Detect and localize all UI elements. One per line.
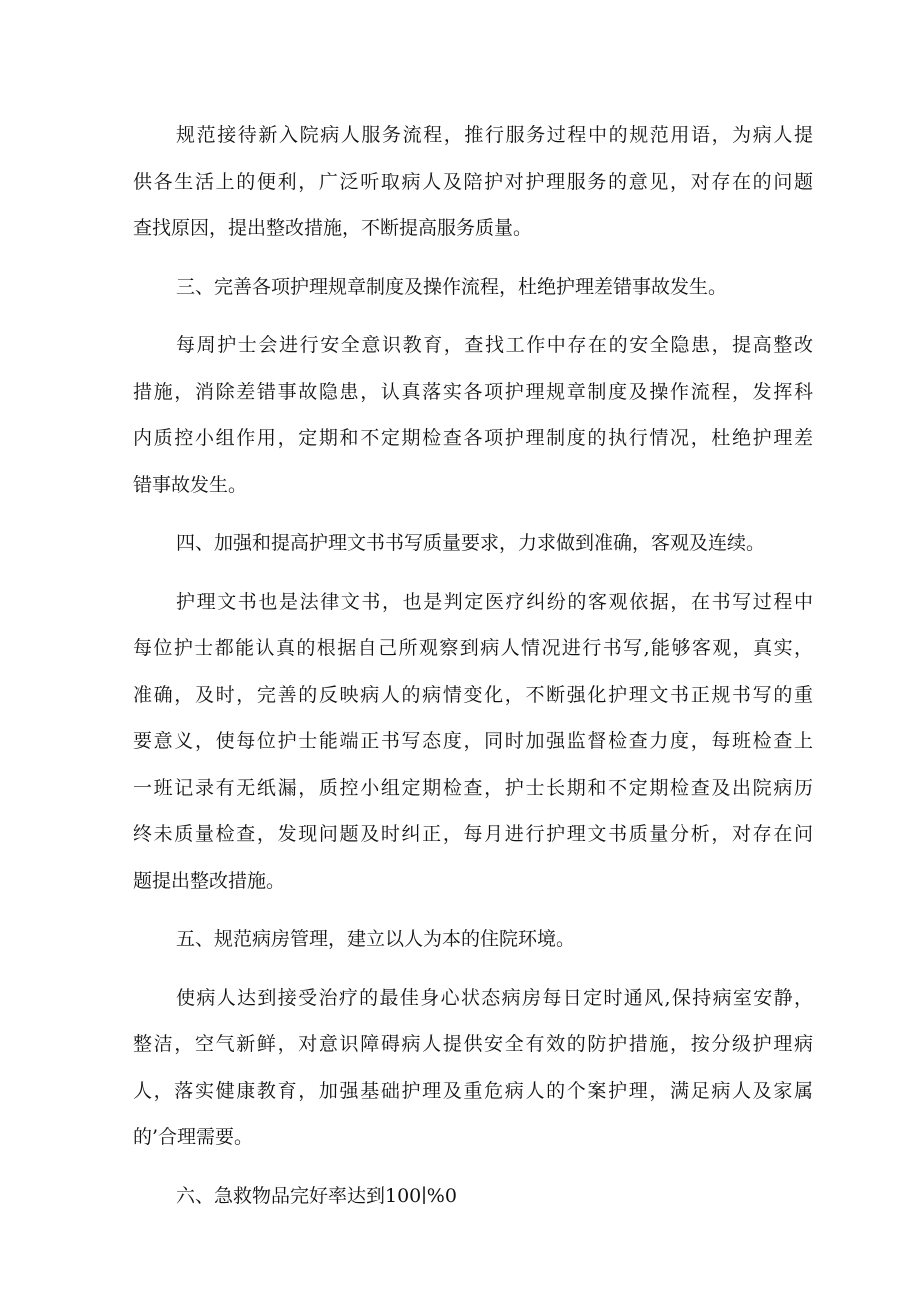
text-line: 内质控小组作用，定期和不定期检查各项护理制度的执行情况，杜绝护理差 bbox=[133, 427, 813, 449]
body-paragraph bbox=[133, 975, 813, 1161]
text-line: 三、完善各项护理规章制度及操作流程，杜绝护理差错事故发生。 bbox=[176, 275, 728, 298]
text-line: 整洁，空气新鲜，对意识障碍病人提供安全有效的防护措施，按分级护理病 bbox=[133, 1033, 813, 1055]
text-line: 使病人达到接受治疗的最佳身心状态病房每日定时通风,保持病室安静， bbox=[176, 986, 813, 1009]
text-line: 每位护士都能认真的根据自己所观察到病人情况进行书写,能够客观，真实， bbox=[133, 637, 813, 659]
text-line: 查找原因，提出整改措施，不断提高服务质量。 bbox=[133, 217, 533, 239]
text-line: 错事故发生。 bbox=[133, 473, 248, 496]
text-line: 规范接待新入院病人服务流程，推行服务过程中的规范用语，为病人提 bbox=[176, 124, 813, 146]
paragraph-gap bbox=[133, 904, 813, 916]
paragraph-gap bbox=[133, 963, 813, 975]
section-heading bbox=[133, 520, 813, 567]
body-paragraph bbox=[133, 112, 813, 252]
text-line: 要意义，使每位护士能端正书写态度，同时加强监督检查力度，每班检查上 bbox=[133, 730, 813, 752]
text-line: 供各生活上的便利，广泛听取病人及陪护对护理服务的意见，对存在的问题 bbox=[133, 170, 813, 193]
paragraph-gap bbox=[133, 310, 813, 322]
text-line: 措施，消除差错事故隐患，认真落实各项护理规章制度及操作流程，发挥科 bbox=[133, 380, 813, 403]
text-line: 终未质量检查，发现问题及时纠正，每月进行护理文书质量分析，对存在问 bbox=[133, 823, 813, 845]
text-line: 六、急救物品完好率达到100∣%0 bbox=[176, 1184, 457, 1207]
text-line: 一班记录有无纸漏，质控小组定期检查，护士长期和不定期检查及出院病历 bbox=[133, 776, 813, 799]
document-body bbox=[133, 112, 813, 1219]
text-line: 准确，及时，完善的反映病人的病情变化，不断强化护理文书正规书写的重 bbox=[133, 683, 813, 706]
body-paragraph bbox=[133, 322, 813, 508]
paragraph-gap bbox=[133, 252, 813, 264]
text-line: 的’合理需要。 bbox=[133, 1126, 254, 1148]
text-line: 四、加强和提高护理文书书写质量要求，力求做到准确，客观及连续。 bbox=[176, 532, 766, 554]
text-line: 每周护士会进行安全意识教育，查找工作中存在的安全隐患，提高整改 bbox=[176, 334, 813, 356]
text-line: 护理文书也是法律文书，也是判定医疗纠纷的客观依据，在书写过程中 bbox=[176, 590, 813, 613]
section-heading bbox=[133, 1173, 813, 1220]
text-line: 题提出整改措施。 bbox=[133, 869, 286, 892]
text-line: 人，落实健康教育，加强基础护理及重危病人的个案护理，满足病人及家属 bbox=[133, 1079, 813, 1102]
section-heading bbox=[133, 264, 813, 311]
body-paragraph bbox=[133, 579, 813, 905]
paragraph-gap bbox=[133, 567, 813, 579]
section-heading bbox=[133, 916, 813, 963]
paragraph-gap bbox=[133, 508, 813, 520]
text-line: 五、规范病房管理，建立以人为本的住院环境。 bbox=[176, 928, 576, 950]
paragraph-gap bbox=[133, 1161, 813, 1173]
